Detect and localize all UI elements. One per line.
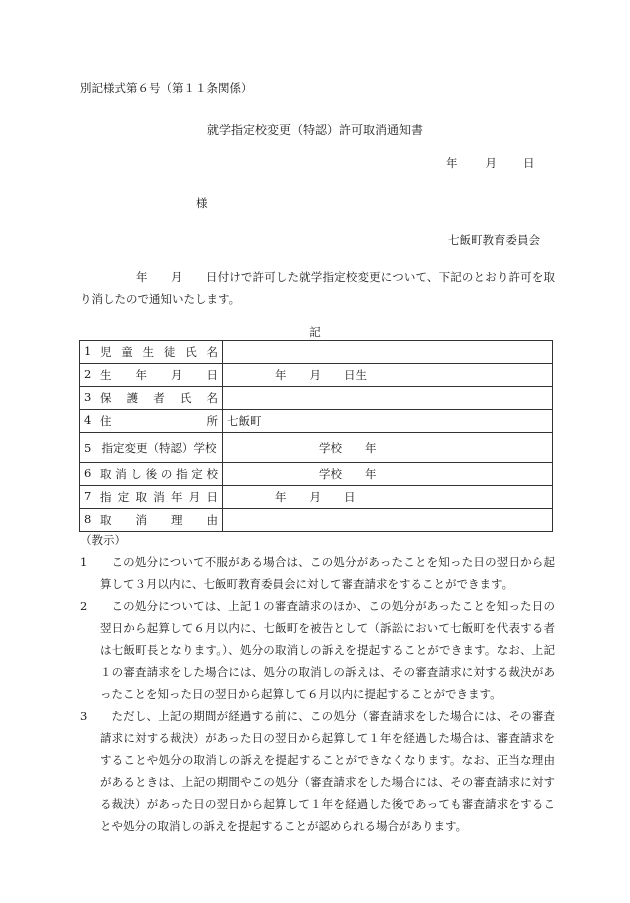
row-value: 年 月 日 xyxy=(223,486,553,509)
row-label: 住 所 xyxy=(100,414,218,428)
date-line xyxy=(446,155,535,171)
row-value: 年 月 日生 xyxy=(223,364,553,387)
row-label: 指定取消年月日 xyxy=(100,490,218,504)
record-table xyxy=(79,340,553,532)
document-title: 就学指定校変更（特認）許可取消通知書 xyxy=(206,123,423,137)
table-row xyxy=(80,463,553,486)
row-value: 七飯町 xyxy=(223,410,553,433)
row-value: 学校 年 xyxy=(223,433,553,463)
row-label: 児童生徒氏名 xyxy=(100,345,218,359)
table-row xyxy=(80,410,553,433)
row-number: 6 xyxy=(84,466,92,480)
row-number: 3 xyxy=(84,390,92,404)
note-number: 3 xyxy=(80,709,88,723)
row-number: 7 xyxy=(84,489,92,503)
row-number: 4 xyxy=(84,413,92,427)
issuer: 七飯町教育委員会 xyxy=(448,233,540,247)
ki-heading: 記 xyxy=(309,325,321,339)
row-label: 取 消 理 由 xyxy=(100,513,218,527)
note-item xyxy=(80,705,555,837)
form-number: 別記様式第６号（第１１条関係） xyxy=(80,81,253,95)
notes-section xyxy=(80,529,555,837)
addressee-suffix: 様 xyxy=(196,196,208,210)
table-row xyxy=(80,341,553,364)
date-year: 年 xyxy=(446,156,458,170)
body-text: 年 月 日付けで許可した就学指定校変更について、下記のとおり許可を取り消したので通知いたします。 xyxy=(80,270,555,306)
note-item xyxy=(80,551,555,595)
note-text: この処分について不服がある場合は、この処分があったことを知った日の翌日から起算して３月以内に、七飯町教育委員会に対して審査請求をすることができます。 xyxy=(100,555,555,591)
row-label: 取消し後の指定校 xyxy=(100,467,218,481)
row-value xyxy=(223,341,553,364)
row-number: 8 xyxy=(84,512,92,526)
row-number: 1 xyxy=(84,344,92,358)
table-row xyxy=(80,433,553,463)
note-text: ただし、上記の期間が経過する前に、この処分（審査請求をした場合には、その審査請求に対する裁決）があった日の翌日から起算して１年を経過した場合は、審査請求をすることや処分の取消しの訴えを提起することができなくなります。なお、正当な理由があるときは、上記の期間やこの処分（審査請求をした場合には、その審査請求に対する裁決）があった日の翌日から起算して１年を経過した後であっても審査請求をすることや処分の取消しの訴えを提起することが認められる場合があります。 xyxy=(100,709,555,833)
row-number: 2 xyxy=(84,367,92,381)
row-label: 生 年 月 日 xyxy=(100,368,218,382)
note-item xyxy=(80,595,555,705)
table-row xyxy=(80,364,553,387)
note-text: この処分については、上記１の審査請求のほか、この処分があったことを知った日の翌日から起算して６月以内に、七飯町を被告として（訴訟において七飯町を代表する者は七飯町長となります。）、処分の取消しの訴えを提起することができます。なお、上記１の審査請求をした場合には、処分の取消しの訴えは、その審査請求に対する裁決があったことを知った日の翌日から起算して６月以内に提起することができます。 xyxy=(100,599,555,701)
row-value xyxy=(223,387,553,410)
row-number: 5 xyxy=(84,440,92,455)
row-label-cell xyxy=(80,341,223,364)
row-label-cell xyxy=(80,463,223,486)
table-row xyxy=(80,387,553,410)
row-label-cell xyxy=(80,486,223,509)
date-month: 月 xyxy=(485,156,497,170)
date-day: 日 xyxy=(523,156,535,170)
row-value: 学校 年 xyxy=(223,463,553,486)
row-label: 指定変更（特認）学校 xyxy=(101,440,217,455)
table-row xyxy=(80,486,553,509)
notes-heading: （教示） xyxy=(80,533,126,547)
note-number: 1 xyxy=(80,555,88,569)
row-label-cell xyxy=(80,410,223,433)
row-label-cell xyxy=(80,364,223,387)
note-number: 2 xyxy=(80,599,88,613)
row-label-cell xyxy=(80,387,223,410)
row-label: 保護者氏名 xyxy=(100,391,218,405)
row-label-cell xyxy=(80,433,223,463)
